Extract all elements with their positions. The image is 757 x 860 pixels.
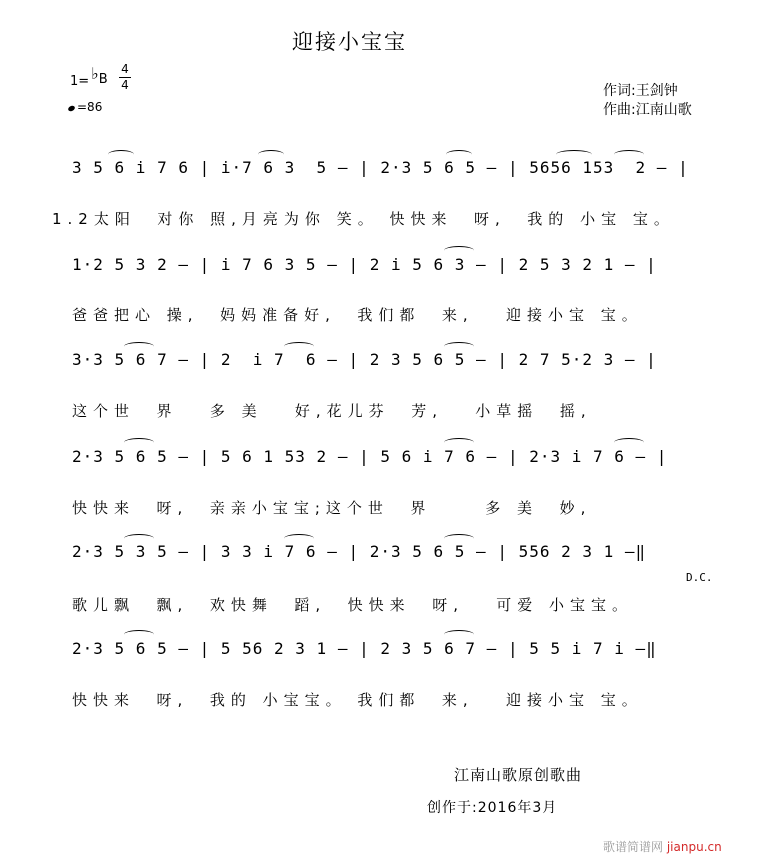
tie-slur — [444, 534, 474, 543]
score-line-1: 3 5 6 i 7 6 | i·7 6 3 5 – | 2·3 5 6 5 – | 5656 153 2 – | — [72, 158, 689, 177]
time-signature — [118, 62, 132, 93]
studio-credit: 江南山歌原创歌曲 — [454, 766, 583, 784]
composer-credit: 作曲:江南山歌 — [603, 102, 692, 118]
key-note: B — [98, 72, 108, 87]
tie-slur — [124, 630, 154, 639]
tie-slur — [444, 438, 474, 447]
song-title: 迎接小宝宝 — [292, 30, 407, 54]
site-watermark — [603, 838, 722, 855]
lyric-line-3: 这个世 界 多 美 好,花儿芬 芳, 小草摇 摇, — [72, 402, 592, 420]
tie-slur — [284, 534, 314, 543]
time-signature-top: 4 — [121, 62, 129, 76]
key-signature — [70, 64, 108, 89]
flat-symbol: ♭ — [91, 64, 99, 83]
score-line-4: 2·3 5 6 5 – | 5 6 1 53 2 – | 5 6 i 7 6 – | 2·3 i 7 6 – | — [72, 447, 668, 466]
score-line-2: 1·2 5 3 2 – | i 7 6 3 5 – | 2 i 5 6 3 – | 2 5 3 2 1 – | — [72, 255, 657, 274]
tie-slur — [258, 150, 284, 159]
key-prefix: 1= — [70, 74, 90, 89]
lyric-line-2: 爸爸把心 操, 妈妈准备好, 我们都 来, 迎接小宝 宝。 — [72, 306, 643, 324]
lyric-line-6: 快快来 呀, 我的 小宝宝。 我们都 来, 迎接小宝 宝。 — [72, 691, 643, 709]
watermark-site-url: jianpu.cn — [666, 840, 722, 854]
tie-slur — [124, 342, 154, 351]
lyric-line-4: 快快来 呀, 亲亲小宝宝;这个世 界 多 美 妙, — [72, 499, 592, 517]
tie-slur — [614, 438, 644, 447]
lyricist-credit: 作词:王剑钟 — [603, 83, 678, 99]
quarter-note-icon — [67, 105, 75, 112]
score-line-5: 2·3 5 3 5 – | 3 3 i 7 6 – | 2·3 5 6 5 – | 556 2 3 1 –‖ — [72, 542, 647, 561]
tie-slur — [444, 630, 474, 639]
tie-slur — [446, 150, 472, 159]
tie-slur — [444, 246, 474, 255]
tie-slur — [556, 150, 592, 159]
tie-slur — [284, 342, 314, 351]
creation-date: 创作于:2016年3月 — [427, 800, 558, 816]
dc-mark: D.C. — [686, 571, 713, 584]
time-signature-bottom: 4 — [121, 78, 129, 92]
tie-slur — [124, 534, 154, 543]
lyric-line-5: 歌儿飘 飘, 欢快舞 蹈, 快快来 呀, 可爱 小宝宝。 — [72, 596, 634, 614]
tie-slur — [124, 438, 154, 447]
tie-slur — [444, 342, 474, 351]
tempo-value: =86 — [77, 100, 103, 114]
tempo-marking — [68, 100, 102, 114]
score-line-6: 2·3 5 6 5 – | 5 56 2 3 1 – | 2 3 5 6 7 – | 5 5 i 7 i –‖ — [72, 639, 657, 658]
tie-slur — [614, 150, 644, 159]
lyric-line-1: 1.2太阳 对你 照,月亮为你 笑。 快快来 呀, 我的 小宝 宝。 — [52, 210, 675, 228]
score-line-3: 3·3 5 6 7 – | 2 i 7 6 – | 2 3 5 6 5 – | 2 7 5·2 3 – | — [72, 350, 657, 369]
tie-slur — [108, 150, 134, 159]
watermark-site-name: 歌谱简谱网 — [603, 840, 664, 854]
